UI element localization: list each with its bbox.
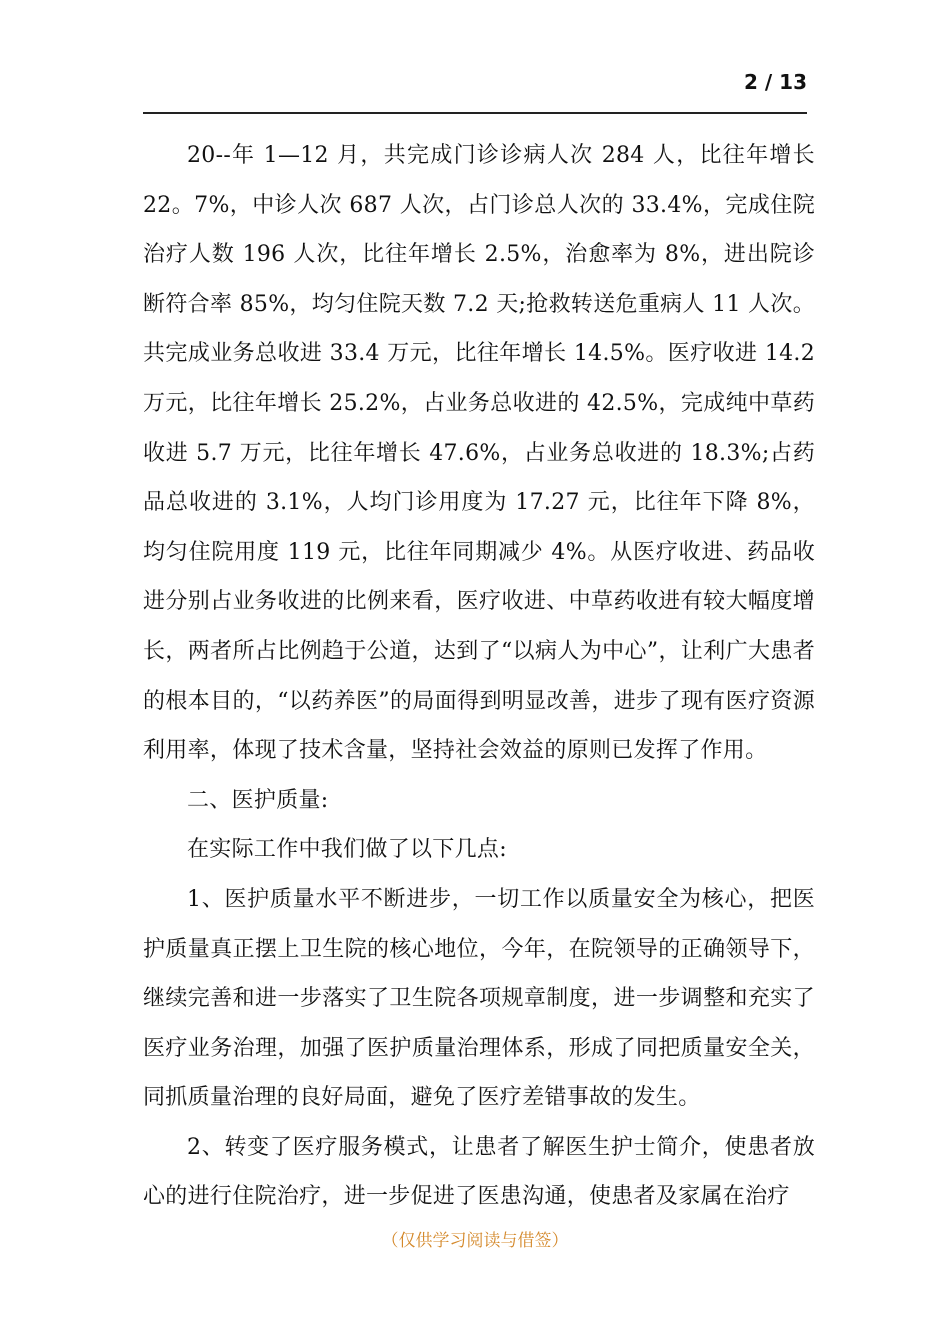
paragraph-statistics: 20--年 1—12 月，共完成门诊诊病人次 284 人，比往年增长 22。7%，中诊人次 687 人次，占门诊总人次的 33.4%，完成住院治疗人数 196 人次，比往年增长 2.5%，治愈率为 8%，进出院诊断符合率 85%，均匀住院天数 7.2 天;抢救转送危重病人 11 人次。共完成业务总收进 33.4 万元，比往年增长 14.5%。医疗收进 14.2 万元，比往年增长 25.2%，占业务总收进的 42.5%，完成纯中草药收进 5.7 万元，比往年增长 47.6%，占业务总收进的 18.3%;占药品总收进的 3.1%，人均门诊用度为 17.27 元，比往年下降 8%，均匀住院用度 119 元，比往年同期减少 4%。从医疗收进、药品收进分别占业务收进的比例来看，医疗收进、中草药收进有较大幅度增长，两者所占比例趋于公道，达到了“以病人为中心”，让利广大患者的根本目的，“以药养医”的局面得到明显改善，进步了现有医疗资源利用率，体现了技术含量，坚持社会效益的原则已发挥了作用。 [143, 143, 815, 764]
paragraph-intro: 在实际工作中我们做了以下几点: [187, 837, 507, 863]
header-divider [143, 112, 807, 114]
document-body [143, 131, 815, 1222]
paragraph-item-2: 2、转变了医疗服务模式，让患者了解医生护士简介，使患者放心的进行住院治疗，进一步促进了医患沟通，使患者及家属在治疗 [143, 1134, 815, 1210]
footer-note: （仅供学习阅读与借签） [381, 1231, 569, 1251]
paragraph-item-1: 1、医护质量水平不断进步，一切工作以质量安全为核心，把医护质量真正摆上卫生院的核心地位，今年，在院领导的正确领导下，继续完善和进一步落实了卫生院各项规章制度，进一步调整和充实了医疗业务治理，加强了医护质量治理体系，形成了同把质量安全关，同抓质量治理的良好局面，避免了医疗差错事故的发生。 [143, 886, 815, 1111]
page-number: 2 / 13 [744, 70, 807, 94]
section-heading-quality: 二、医护质量: [187, 787, 329, 813]
